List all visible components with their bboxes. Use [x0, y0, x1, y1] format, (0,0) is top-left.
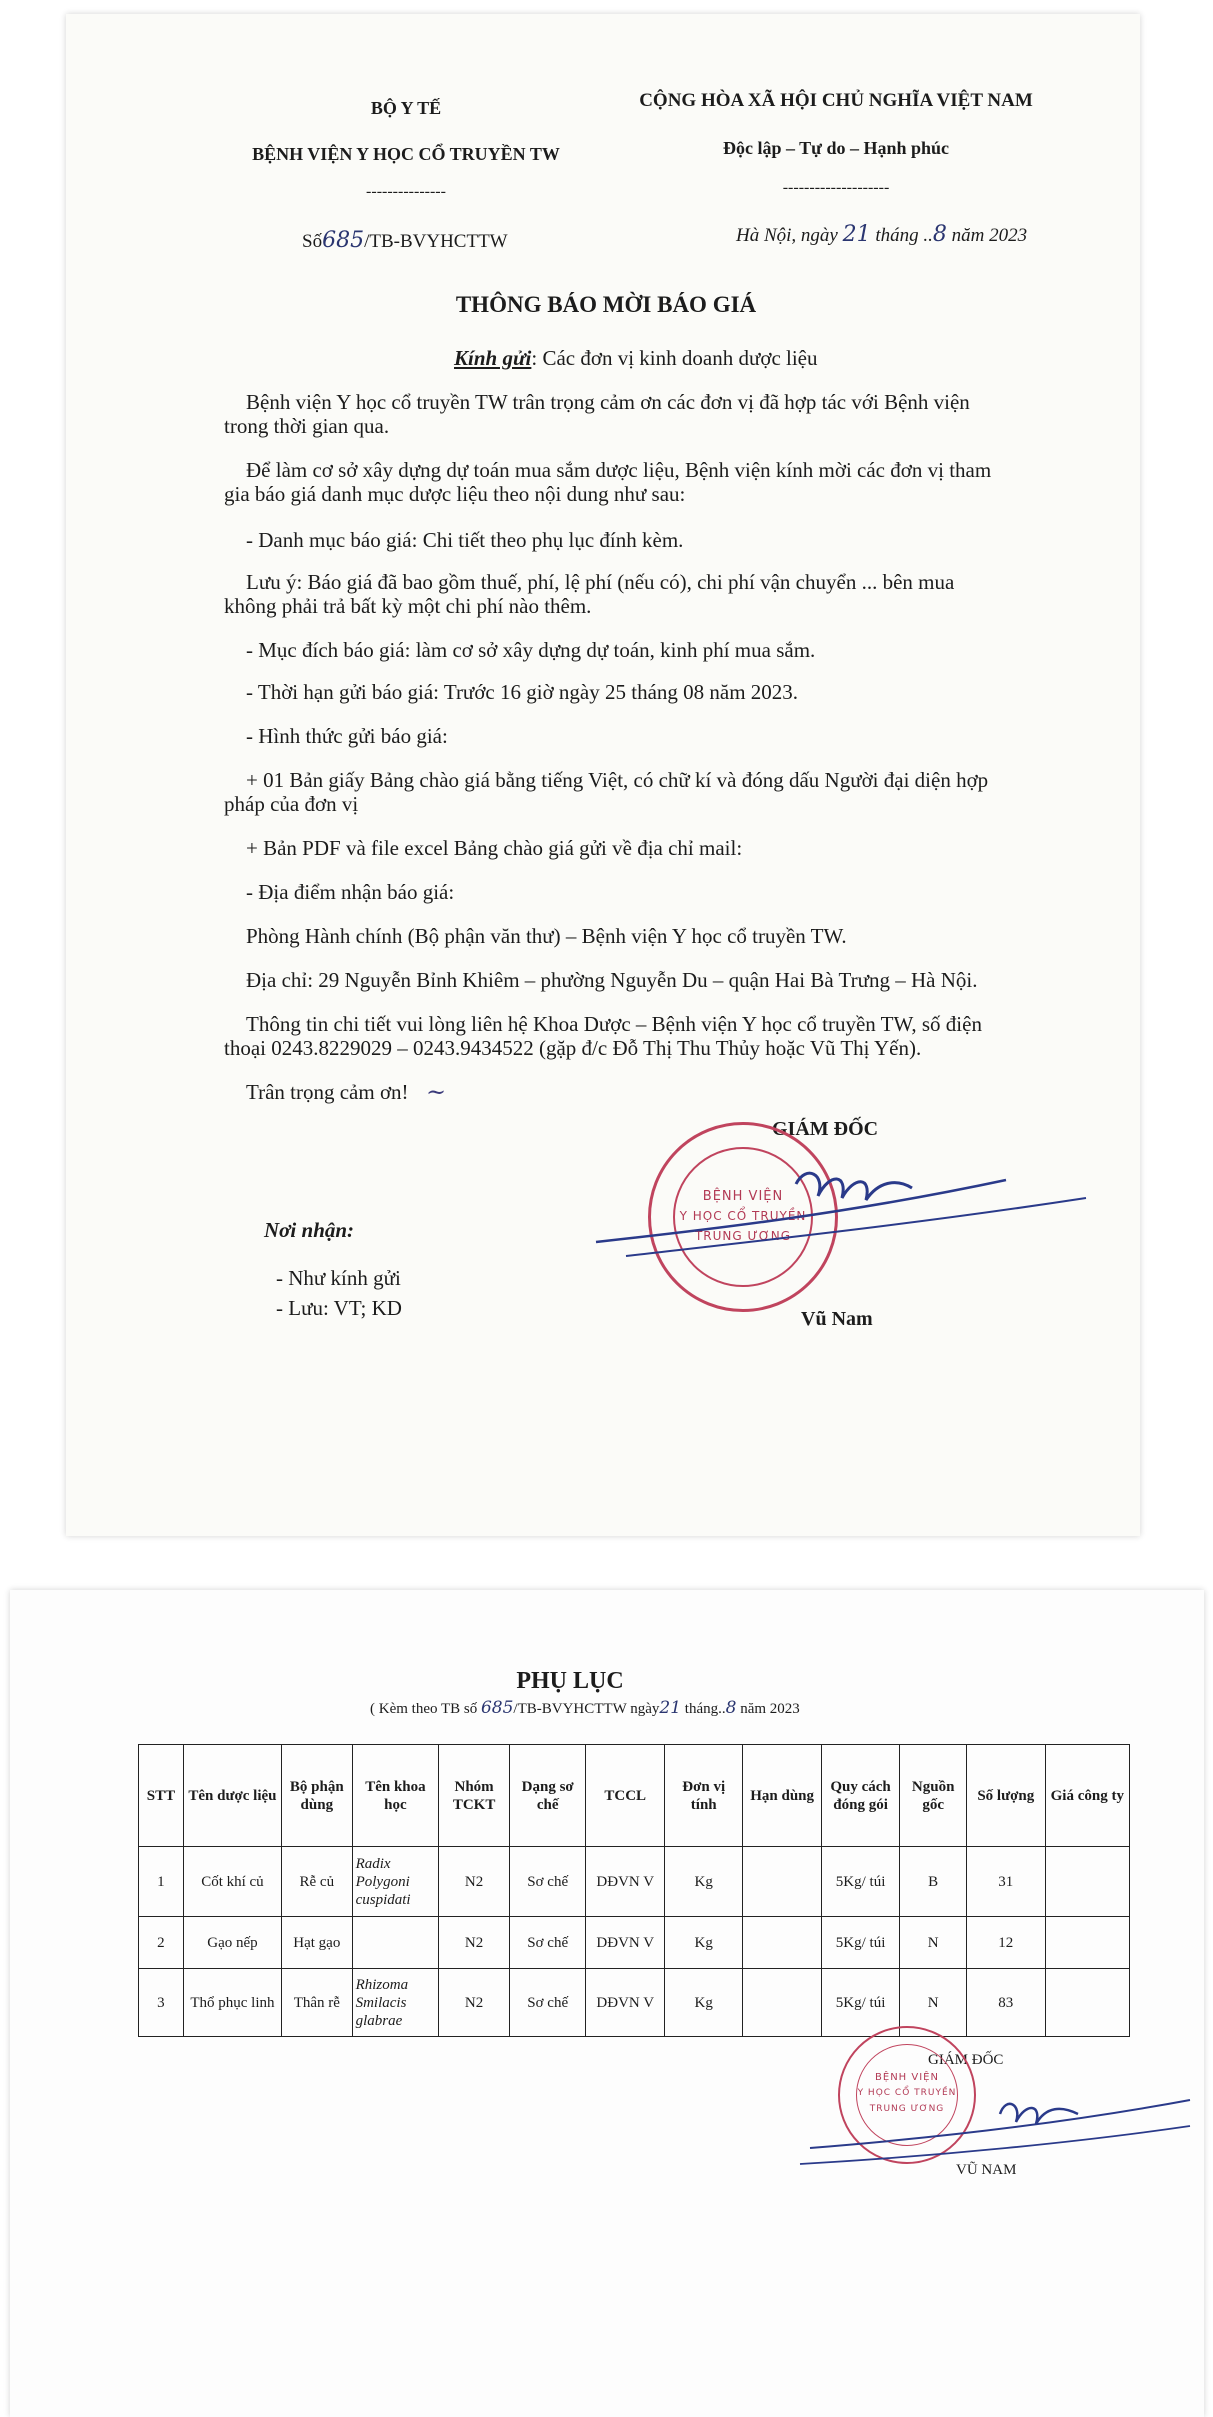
recipients-label: Nơi nhận:: [264, 1218, 355, 1242]
location-office: Phòng Hành chính (Bộ phận văn thư) – Bệnh viện Y học cổ truyền TW.: [246, 924, 847, 948]
para1-line2: trong thời gian qua.: [224, 414, 390, 438]
date-prefix: Hà Nội, ngày: [736, 225, 838, 246]
national-motto: Độc lập – Tự do – Hạnh phúc: [722, 138, 950, 158]
cell-scientific-name: Radix Polygoni cuspidati: [352, 1847, 439, 1917]
subtitle-mid: /TB-BVYHCTTW ngày: [513, 1701, 660, 1717]
contact-line1: Thông tin chi tiết vui lòng liên hệ Khoa Dược – Bệnh viện Y học cổ truyền TW, số điện: [246, 1012, 982, 1036]
header-tccl: TCCL: [586, 1745, 665, 1847]
cell-packaging: 5Kg/ túi: [821, 1917, 899, 1969]
recipient-line: [454, 346, 818, 371]
cell-unit: Kg: [665, 1917, 743, 1969]
header-tckt-group: Nhóm TCKT: [439, 1745, 510, 1847]
cell-quantity: 31: [967, 1847, 1046, 1917]
signer-name: Vũ Nam: [801, 1308, 873, 1330]
header-packaging: Quy cách đóng gói: [821, 1745, 899, 1847]
subtitle-year: năm 2023: [740, 1701, 800, 1717]
item-location: - Địa điểm nhận báo giá:: [246, 880, 455, 904]
signer-title: GIÁM ĐỐC: [772, 1118, 879, 1140]
cell-origin: N: [900, 1917, 967, 1969]
stamp-line-1: BỆNH VIỆN: [702, 1189, 784, 1204]
director-signature: [586, 1144, 1106, 1264]
appendix-stamp-line-3: TRUNG ƯƠNG: [869, 2104, 945, 2114]
table-row: [139, 1847, 1130, 1917]
cell-expiry: [743, 1917, 821, 1969]
cell-tckt-group: N2: [439, 1917, 510, 1969]
cell-processing-form: Sơ chế: [509, 1969, 586, 2037]
cell-part-used: Rễ củ: [282, 1847, 353, 1917]
note-line1: Lưu ý: Báo giá đã bao gồm thuế, phí, lệ phí (nếu có), chi phí vận chuyển ... bên mua: [246, 570, 955, 594]
subtitle-month-handwritten: 8: [725, 1698, 737, 1718]
doc-number-prefix: Số: [302, 231, 323, 252]
cell-processing-form: Sơ chế: [509, 1847, 586, 1917]
cell-origin: B: [900, 1847, 967, 1917]
contact-line2: thoại 0243.8229029 – 0243.9434522 (gặp đ/c Đỗ Thị Thu Thủy hoặc Vũ Thị Yến).: [224, 1036, 922, 1060]
subtitle-prefix: ( Kèm theo TB số: [370, 1701, 478, 1717]
recipient-label: Kính gửi: [454, 346, 532, 370]
cell-expiry: [743, 1969, 821, 2037]
cell-packaging: 5Kg/ túi: [821, 1847, 899, 1917]
cell-origin: N: [900, 1969, 967, 2037]
recipient-item-2: - Lưu: VT; KD: [276, 1296, 402, 1320]
appendix-signer-name: VŨ NAM: [956, 2162, 1017, 2178]
para2-line1: Để làm cơ sở xây dựng dự toán mua sắm dược liệu, Bệnh viện kính mời các đơn vị tham: [246, 458, 992, 482]
cell-packaging: 5Kg/ túi: [821, 1969, 899, 2037]
ministry-name: BỘ Y TẾ: [370, 98, 442, 118]
item-deadline: - Thời hạn gửi báo giá: Trước 16 giờ ngày 25 tháng 08 năm 2023.: [246, 680, 799, 704]
cell-unit: Kg: [665, 1847, 743, 1917]
date-month-label: tháng ..: [875, 225, 933, 246]
form-paper-line2: pháp của đơn vị: [224, 792, 359, 816]
subtitle-day-handwritten: 21: [659, 1698, 682, 1718]
header-quantity: Số lượng: [967, 1745, 1046, 1847]
cell-tckt-group: N2: [439, 1847, 510, 1917]
notice-title: THÔNG BÁO MỜI BÁO GIÁ: [455, 292, 757, 317]
para1-line1: Bệnh viện Y học cổ truyền TW trân trọng cảm ơn các đơn vị đã hợp tác với Bệnh viện: [246, 390, 970, 414]
country-name: CỘNG HÒA XÃ HỘI CHỦ NGHĨA VIỆT NAM: [639, 90, 1033, 111]
cell-company-price: [1045, 1969, 1129, 2037]
cell-material-name: Gạo nếp: [183, 1917, 281, 1969]
cell-expiry: [743, 1847, 821, 1917]
cell-part-used: Thân rễ: [282, 1969, 353, 2037]
recipient-text: : Các đơn vị kinh doanh dược liệu: [531, 346, 818, 370]
cell-stt: 1: [139, 1847, 184, 1917]
cell-company-price: [1045, 1847, 1129, 1917]
date-year: năm 2023: [951, 225, 1028, 246]
hospital-name: BỆNH VIỆN Y HỌC CỔ TRUYỀN TW: [252, 144, 560, 164]
cell-part-used: Hạt gạo: [282, 1917, 353, 1969]
cell-tccl: DĐVN V: [586, 1969, 665, 2037]
recipient-item-1: - Như kính gửi: [276, 1266, 401, 1290]
cell-tckt-group: N2: [439, 1969, 510, 2037]
para2-line2: gia báo giá danh mục dược liệu theo nội dung như sau:: [224, 482, 686, 506]
cell-material-name: Cốt khí củ: [183, 1847, 281, 1917]
table-row: [139, 1917, 1130, 1969]
table-header-row: [139, 1745, 1130, 1847]
item-catalog: - Danh mục báo giá: Chi tiết theo phụ lục đính kèm.: [246, 528, 684, 552]
header-material-name: Tên dược liệu: [183, 1745, 281, 1847]
left-header-rule: ---------------: [366, 183, 446, 200]
stamp-line-3: TRUNG ƯƠNG: [694, 1229, 792, 1243]
header-unit: Đơn vị tính: [665, 1745, 743, 1847]
appendix-stamp-line-2: Y HỌC CỔ TRUYỀN: [857, 2088, 957, 2098]
stamp-line-2: Y HỌC CỔ TRUYỀN: [679, 1209, 807, 1223]
header-part-used: Bộ phận dùng: [282, 1745, 353, 1847]
appendix-subtitle: [370, 1698, 800, 1718]
note-line2: không phải trả bất kỳ một chi phí nào thêm.: [224, 594, 592, 618]
cell-tccl: DĐVN V: [586, 1917, 665, 1969]
right-header-rule: --------------------: [782, 179, 890, 196]
form-paper-line1: + 01 Bản giấy Bảng chào giá bằng tiếng Việt, có chữ kí và đóng dấu Người đại diện hợp: [246, 768, 989, 792]
subtitle-number-handwritten: 685: [480, 1698, 514, 1718]
header-scientific-name: Tên khoa học: [352, 1745, 439, 1847]
table-row: [139, 1969, 1130, 2037]
document-date: [736, 222, 1027, 247]
document-number: [302, 228, 508, 253]
cell-quantity: 12: [967, 1917, 1046, 1969]
cell-quantity: 83: [967, 1969, 1046, 2037]
appendix-page: [10, 1590, 1204, 2417]
appendix-title: PHỤ LỤC: [516, 1668, 624, 1694]
cell-stt: 3: [139, 1969, 184, 2037]
date-month-handwritten: 8: [932, 222, 947, 247]
notice-page: [66, 14, 1140, 1536]
closing-line: Trân trọng cảm ơn!: [246, 1080, 409, 1104]
header-expiry: Hạn dùng: [743, 1745, 821, 1847]
cell-company-price: [1045, 1917, 1129, 1969]
appendix-signer-title: GIÁM ĐỐC: [928, 2052, 1004, 2068]
cell-stt: 2: [139, 1917, 184, 1969]
cell-scientific-name: [352, 1917, 439, 1969]
initial-signature-mark: ~: [426, 1078, 447, 1106]
cell-material-name: Thổ phục linh: [183, 1969, 281, 2037]
header-origin: Nguồn gốc: [900, 1745, 967, 1847]
subtitle-month-label: tháng..: [684, 1701, 726, 1717]
cell-processing-form: Sơ chế: [509, 1917, 586, 1969]
header-company-price: Giá công ty: [1045, 1745, 1129, 1847]
doc-number-suffix: /TB-BVYHCTTW: [364, 231, 508, 252]
doc-number-handwritten: 685: [322, 228, 365, 253]
location-address: Địa chỉ: 29 Nguyễn Bỉnh Khiêm – phường Nguyễn Du – quận Hai Bà Trưng – Hà Nội.: [246, 968, 978, 992]
cell-scientific-name: Rhizoma Smilacis glabrae: [352, 1969, 439, 2037]
item-form: - Hình thức gửi báo giá:: [246, 724, 448, 748]
date-day-handwritten: 21: [842, 222, 871, 247]
appendix-table: [138, 1744, 1130, 2037]
appendix-stamp-line-1: BỆNH VIỆN: [875, 2072, 939, 2083]
header-stt: STT: [139, 1745, 184, 1847]
item-purpose: - Mục đích báo giá: làm cơ sở xây dựng dự toán, kinh phí mua sắm.: [246, 638, 816, 662]
header-processing-form: Dạng sơ chế: [509, 1745, 586, 1847]
cell-tccl: DĐVN V: [586, 1847, 665, 1917]
form-pdf: + Bản PDF và file excel Bảng chào giá gửi về địa chỉ mail:: [246, 836, 743, 860]
cell-unit: Kg: [665, 1969, 743, 2037]
